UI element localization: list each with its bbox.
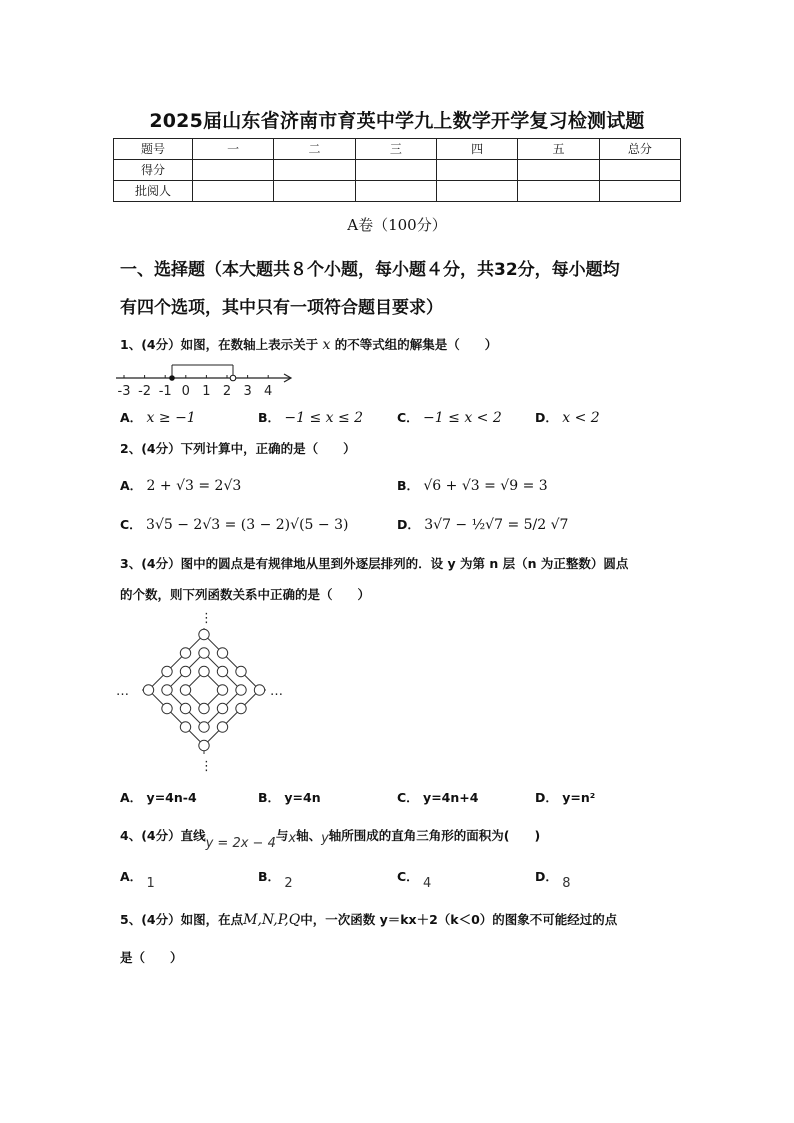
option-expr: x ≥ −1 — [146, 410, 196, 426]
page-title: 2025届山东省济南市育英中学九上数学开学复习检测试题 — [149, 110, 645, 132]
q2-option-b[interactable] — [397, 476, 548, 494]
q1-stem-b: 的不等式组的解集是（ ） — [334, 337, 498, 352]
hollow-dot — [230, 375, 236, 381]
q5-stem-line1 — [120, 910, 617, 928]
score-cell — [436, 160, 517, 181]
option-label: A． — [120, 790, 143, 805]
q1-option-a[interactable] — [120, 408, 196, 426]
pattern-dot — [143, 685, 153, 695]
q1-stem-a: 1、(4分）如图，在数轴上表示关于 — [120, 337, 319, 352]
q3-stem-line1: 3、(4分）图中的圆点是有规律地从里到外逐层排列的．设 y 为第 n 层（n 为正整数）圆点 — [120, 556, 629, 571]
bottom-ellipsis: ⋮ — [200, 759, 213, 773]
option-expr: 8 — [562, 876, 571, 891]
tick-label: 1 — [202, 384, 211, 399]
option-label: D． — [535, 869, 558, 884]
pattern-dot — [199, 648, 209, 658]
q4-stem-d: 轴所围成的直角三角形的面积为( ) — [328, 828, 541, 843]
q1-var: x — [322, 337, 331, 353]
score-cell — [599, 181, 680, 202]
q3-option-d[interactable] — [535, 788, 595, 806]
option-label: D． — [397, 517, 420, 532]
q1-option-d[interactable] — [535, 408, 600, 426]
option-label: A． — [120, 478, 143, 493]
option-label: A． — [120, 869, 143, 884]
top-ellipsis: ⋮ — [200, 611, 213, 626]
option-expr: y=4n+4 — [423, 790, 479, 805]
q5-stem-line2: 是（ ） — [120, 950, 183, 965]
option-label: C． — [397, 869, 419, 884]
pattern-dot — [180, 703, 190, 713]
q1-stem — [120, 335, 497, 353]
pattern-dot — [199, 722, 209, 732]
option-expr: √6 + √3 = √9 = 3 — [423, 478, 548, 494]
q4-line-expr: y = 2x − 4 — [205, 836, 276, 851]
q2-stem: 2、(4分）下列计算中，正确的是（ ） — [120, 441, 356, 456]
q1-option-c[interactable] — [397, 408, 502, 426]
row-label: 得分 — [114, 160, 193, 181]
pattern-dot — [180, 666, 190, 676]
option-expr: 2 — [284, 876, 293, 891]
q4-stem-a: 4、(4分）直线 — [120, 828, 206, 843]
option-expr: −1 ≤ x < 2 — [423, 410, 502, 426]
header-cell: 四 — [436, 139, 517, 160]
header-cell: 总分 — [599, 139, 680, 160]
q4-stem — [120, 826, 541, 851]
q5-stem-b: 中，一次函数 y＝kx＋2（k＜0）的图象不可能经过的点 — [300, 912, 618, 927]
q2-option-d[interactable] — [397, 515, 568, 533]
q5-stem-a: 5、(4分）如图，在点 — [120, 912, 244, 927]
option-label: B． — [258, 410, 281, 425]
option-expr: y=n² — [562, 790, 596, 805]
q4-stem-c: 轴、 — [296, 828, 322, 843]
tick-label: 2 — [222, 384, 232, 399]
score-cell — [436, 181, 517, 202]
score-row — [114, 160, 681, 181]
q1-number-line — [112, 360, 297, 402]
pattern-dot — [217, 648, 227, 658]
pattern-dot — [217, 703, 227, 713]
pattern-dot — [254, 685, 264, 695]
solid-dot — [169, 375, 175, 381]
q4-var-y: y — [321, 831, 329, 846]
q3-option-b[interactable] — [258, 788, 321, 806]
score-cell — [355, 181, 436, 202]
header-cell: 三 — [355, 139, 436, 160]
q3-option-a[interactable] — [120, 788, 197, 806]
pattern-dot — [199, 629, 209, 639]
option-expr: −1 ≤ x ≤ 2 — [284, 410, 364, 426]
score-cell — [274, 160, 355, 181]
score-cell — [193, 181, 274, 202]
tick-label: -2 — [138, 384, 152, 399]
header-cell: 一 — [193, 139, 274, 160]
tick-label: -1 — [158, 384, 172, 399]
option-expr: 4 — [423, 876, 432, 891]
section-a-title: A卷（100分） — [347, 216, 447, 234]
grader-row — [114, 181, 681, 202]
pattern-dot — [162, 666, 172, 676]
option-expr: x < 2 — [562, 410, 600, 426]
tick-label: 3 — [243, 384, 252, 399]
pattern-dot — [180, 685, 190, 695]
option-expr: 2 + √3 = 2√3 — [146, 478, 242, 494]
q4-option-d[interactable] — [535, 867, 571, 891]
q1-option-b[interactable] — [258, 408, 363, 426]
header-cell: 题号 — [114, 139, 193, 160]
option-label: C． — [120, 517, 142, 532]
header-cell: 二 — [274, 139, 355, 160]
score-table-header — [114, 139, 681, 160]
part1-heading-line1: 一、选择题（本大题共８个小题，每小题４分，共32分，每小题均 — [120, 260, 620, 280]
tick-label: -3 — [117, 384, 131, 399]
score-cell — [518, 160, 599, 181]
pattern-dot — [236, 685, 246, 695]
option-expr: y=4n-4 — [146, 790, 197, 805]
q4-option-c[interactable] — [397, 867, 432, 891]
score-table — [113, 138, 681, 202]
left-ellipsis: … — [116, 684, 129, 699]
pattern-dot — [199, 740, 209, 750]
q2-option-a[interactable] — [120, 476, 241, 494]
option-expr: y=4n — [284, 790, 321, 805]
q3-option-c[interactable] — [397, 788, 478, 806]
q4-stem-b: 与 — [275, 828, 289, 843]
option-label: A． — [120, 410, 143, 425]
q4-var-x: x — [288, 831, 297, 846]
pattern-dot — [180, 722, 190, 732]
pattern-dot — [162, 703, 172, 713]
option-label: D． — [535, 410, 558, 425]
q4-option-b[interactable] — [258, 867, 293, 891]
option-label: B． — [397, 478, 420, 493]
pattern-dot — [180, 648, 190, 658]
part1-heading-line2: 有四个选项，其中只有一项符合题目要求） — [120, 298, 443, 318]
layer-outline — [167, 653, 241, 727]
q3-dot-pattern — [112, 608, 297, 773]
score-cell — [355, 160, 436, 181]
pattern-dot — [162, 685, 172, 695]
option-label: B． — [258, 790, 281, 805]
tick-label: 4 — [264, 384, 273, 399]
pattern-dot — [236, 666, 246, 676]
pattern-dot — [199, 703, 209, 713]
option-expr: 3√7 − ½√7 = 5/2 √7 — [424, 517, 569, 533]
pattern-dot — [217, 666, 227, 676]
score-cell — [274, 181, 355, 202]
tick-label: 0 — [181, 384, 190, 399]
option-label: C． — [397, 410, 419, 425]
q2-option-c[interactable] — [120, 515, 348, 533]
pattern-dot — [236, 703, 246, 713]
q5-points: M,N,P,Q — [243, 912, 301, 928]
q3-stem-line2: 的个数，则下列函数关系中正确的是（ ） — [120, 587, 371, 602]
option-label: C． — [397, 790, 419, 805]
row-label: 批阅人 — [114, 181, 193, 202]
score-cell — [599, 160, 680, 181]
option-expr: 1 — [146, 876, 155, 891]
option-label: D． — [535, 790, 558, 805]
q4-option-a[interactable] — [120, 867, 155, 891]
header-cell: 五 — [518, 139, 599, 160]
pattern-dot — [199, 666, 209, 676]
pattern-dot — [217, 685, 227, 695]
score-cell — [193, 160, 274, 181]
option-label: B． — [258, 869, 281, 884]
option-expr: 3√5 − 2√3 = (3 − 2)√(5 − 3) — [146, 517, 349, 533]
score-cell — [518, 181, 599, 202]
pattern-dot — [217, 722, 227, 732]
right-ellipsis: … — [270, 684, 283, 699]
